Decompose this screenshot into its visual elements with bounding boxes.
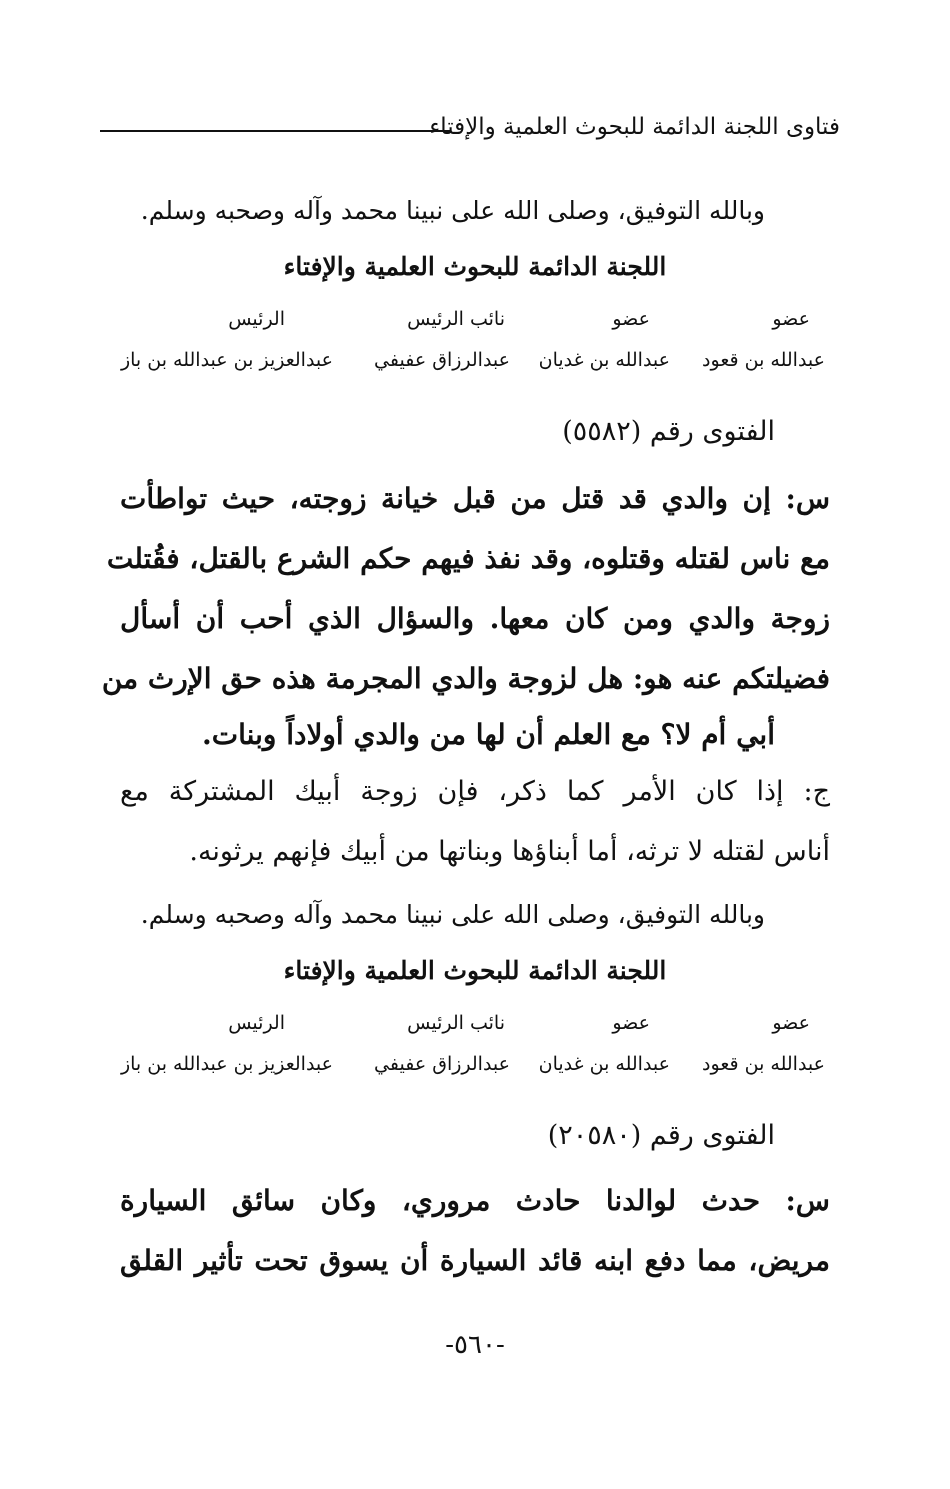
signatory-names <box>100 1053 825 1083</box>
role-member-1: عضو <box>772 1012 810 1034</box>
closing-formula: وبالله التوفيق، وصلى الله على نبينا محمد وآله وصحبه وسلم. <box>140 196 765 225</box>
answer-line: أناس لقتله لا ترثه، أما أبناؤها وبناتها من أبيك فإنهم يرثونه. <box>189 836 830 867</box>
running-header: فتاوى اللجنة الدائمة للبحوث العلمية والإفتاء <box>429 114 840 140</box>
role-member-2: عضو <box>612 1012 650 1034</box>
name-ibn-baz: عبدالعزيز بن عبدالله بن باز <box>120 1053 333 1075</box>
question-line: س: إن والدي قد قتل من قبل خيانة زوجته، حيث تواطأت <box>120 482 830 515</box>
role-president: الرئيس <box>228 308 285 330</box>
role-vice-president: نائب الرئيس <box>407 308 505 330</box>
signatory-names <box>100 349 825 379</box>
question-line: مع ناس لقتله وقتلوه، وقد نفذ فيهم حكم الشرع بالقتل، فقُتلت <box>106 542 830 575</box>
signatory-roles <box>120 1012 830 1042</box>
question-line: س: حدث لوالدنا حادث مروري، وكان سائق السيارة <box>120 1184 830 1217</box>
signatory-roles <box>120 308 830 338</box>
question-line: زوجة والدي ومن كان معها. والسؤال الذي أحب أن أسأل <box>120 602 830 635</box>
name-ibn-qaud: عبدالله بن قعود <box>702 349 825 371</box>
name-afifi: عبدالرزاق عفيفي <box>374 1053 510 1075</box>
name-ibn-qaud: عبدالله بن قعود <box>702 1053 825 1075</box>
page-number: -٥٦٠- <box>445 1330 505 1360</box>
role-vice-president: نائب الرئيس <box>407 1012 505 1034</box>
committee-name: اللجنة الدائمة للبحوث العلمية والإفتاء <box>283 956 667 985</box>
question-line: مريض، مما دفع ابنه قائد السيارة أن يسوق تحت تأثير القلق <box>120 1244 830 1277</box>
committee-name: اللجنة الدائمة للبحوث العلمية والإفتاء <box>283 252 667 281</box>
fatwa-number: الفتوى رقم (٢٠٥٨٠) <box>547 1120 775 1151</box>
question-line: أبي أم لا؟ مع العلم أن لها من والدي أولاداً وبنات. <box>202 718 775 751</box>
name-ibn-baz: عبدالعزيز بن عبدالله بن باز <box>120 349 333 371</box>
name-ibn-ghudayan: عبدالله بن غديان <box>538 1053 670 1075</box>
header-rule <box>100 130 450 132</box>
fatwa-number: الفتوى رقم (٥٥٨٢) <box>562 416 775 447</box>
answer-line: ج: إذا كان الأمر كما ذكر، فإن زوجة أبيك المشتركة مع <box>120 776 830 807</box>
name-afifi: عبدالرزاق عفيفي <box>374 349 510 371</box>
role-member-2: عضو <box>612 308 650 330</box>
question-line: فضيلتكم عنه هو: هل لزوجة والدي المجرمة هذه حق الإرث من <box>101 662 830 695</box>
name-ibn-ghudayan: عبدالله بن غديان <box>538 349 670 371</box>
closing-formula: وبالله التوفيق، وصلى الله على نبينا محمد وآله وصحبه وسلم. <box>140 900 765 929</box>
role-president: الرئيس <box>228 1012 285 1034</box>
role-member-1: عضو <box>772 308 810 330</box>
